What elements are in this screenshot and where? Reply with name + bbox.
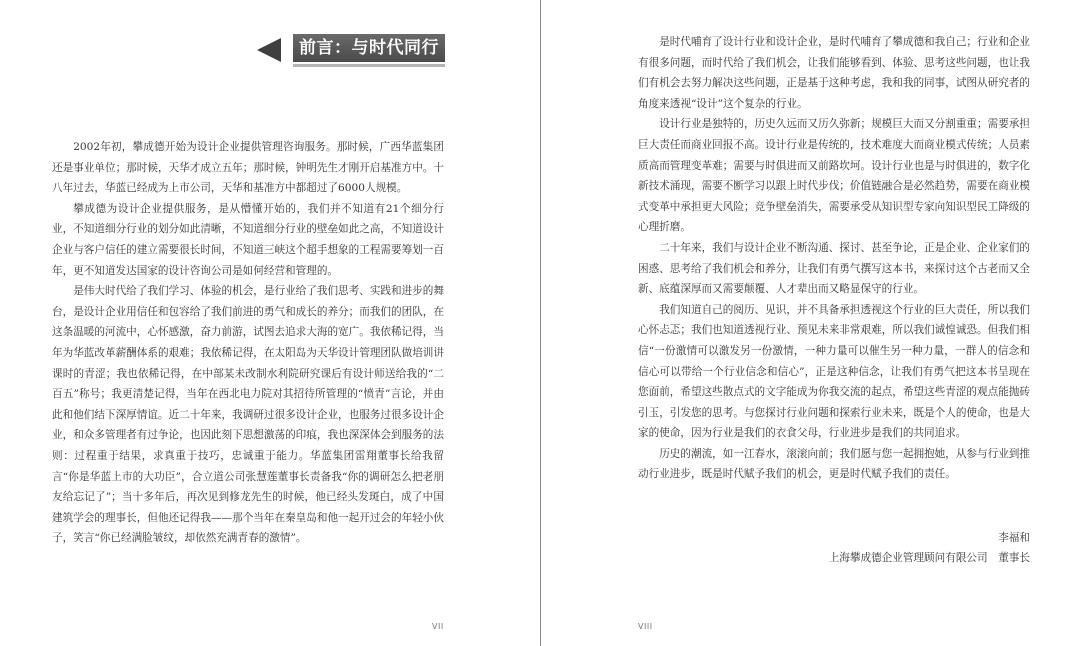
paragraph: 2002年初，攀成德开始为设计企业提供管理咨询服务。那时候，广西华蓝集团还是事业单位；那时候，天华才成立五年；那时候，钟明先生才刚开启基准方中。十八年过去，华蓝已经成为上市公司，天华和基准方中都超过了6000人规模。 bbox=[52, 141, 444, 195]
paragraph: 设计行业是独特的，历史久远而又历久弥新；规模巨大而又分割重重；需要承担巨大责任而商业回报不高。设计行业是传统的，技术难度大而商业模式传统；人员素质高而管理变革难；需要与时俱进而又前路坎坷。设计行业也是与时俱进的，数字化新技术涌现，需要不断学习以跟上时代步伐；价值链融合是必然趋势，需要在商业模式变革中承担更大风险；竞争壁垒消失，需要承受从知识型专家向知识型民工降级的心理折磨。 bbox=[638, 118, 1030, 234]
signature-name: 李福和 bbox=[998, 532, 1030, 544]
page-number: VIII bbox=[638, 622, 653, 631]
page-number: VII bbox=[432, 622, 444, 631]
paragraph: 二十年来，我们与设计企业不断沟通、探讨、甚至争论，正是企业、企业家们的困惑、思考给了我们机会和养分，让我们有勇气撰写这本书，来探讨这个古老而又全新、底蕴深厚而又需要颠覆、人才辈出而又略显保守的行业。 bbox=[638, 241, 1030, 296]
paragraph: 历史的潮流，如一江春水，滚滚向前；我们愿与您一起拥抱她，从参与行业到推动行业进步，既是时代赋予我们的机会，更是时代赋予我们的责任。 bbox=[638, 447, 1030, 481]
paragraph: 是时代哺育了设计行业和设计企业，是时代哺育了攀成德和我自己；行业和企业有很多问题，而时代给了我们机会，让我们能够看到、体验、思考这些问题，也让我们有机会去努力解决这些问题，正是基于这种考虑，我和我的同事，试图从研究者的角度来透视“设计”这个复杂的行业。 bbox=[638, 36, 1030, 110]
left-page bbox=[52, 0, 444, 646]
chapter-title-banner bbox=[257, 34, 495, 68]
arrow-left-icon bbox=[257, 38, 281, 62]
paragraph: 攀成德为设计企业提供服务，是从懵懂开始的，我们并不知道有21个细分行业，不知道细分行业的划分如此清晰，不知道细分行业的壁垒如此之高，不知道设计企业与客户信任的建立需要很长时间，不知道三峡这个超手想象的工程需要筹划一百年，更不知道发达国家的设计咨询公司是如何经营和管理的。 bbox=[52, 202, 444, 277]
left-body-text bbox=[52, 137, 444, 549]
page-gutter bbox=[540, 0, 541, 646]
signature-organization: 上海攀成德企业管理顾问有限公司 董事长 bbox=[828, 552, 1030, 564]
title-underline bbox=[293, 64, 445, 67]
right-body-text bbox=[638, 32, 1030, 485]
right-page bbox=[638, 0, 1030, 646]
paragraph: 我们知道自己的阅历、见识，并不具备承担透视这个行业的巨大责任，所以我们心怀忐忑；我们也知道透视行业、预见未来非常艰难，所以我们诚惶诚恐。但我们相信“一份激情可以激发另一份激情，一种力量可以催生另一种力量，一群人的信念和信心可以带给一个行业信念和信心”，正是这种信念，让我们有勇气把这本书呈现在您面前，希望这些散点式的文字能成为你我交流的起点，希望这些青涩的观点能抛砖引玉，引发您的思考。与您探讨行业问题和探索行业未来，既是个人的使命，也是大家的使命，因为行业是我们的衣食父母，行业进步是我们的共同追求。 bbox=[638, 303, 1030, 440]
chapter-title: 前言：与时代同行 bbox=[293, 34, 445, 62]
paragraph: 是伟大时代给了我们学习、体验的机会，是行业给了我们思考、实践和进步的舞台，是设计企业用信任和包容给了我们前进的勇气和成长的养分；而我们的团队，在这条温暖的河流中，心怀感激，奋力前游，试图去追求大海的宽广。我依稀记得，当年为华蓝改革薪酬体系的艰难；我依稀记得，在太阳岛为天华设计管理团队做培训讲课时的青涩；我也依稀记得，在中部某未改制水利院研究课后有设计师送给我的“二百五”称号；我更清楚记得，当年在西北电力院对其招待所管理的“愤青”言论，并由此和他们结下深厚情谊。近二十年来，我调研过很多设计企业，也服务过很多设计企业，和众多管理者有过争论，也因此刻下思想激荡的印痕，我也深深体会到服务的法则：过程重于结果，求真重于技巧，忠诚重于能力。华蓝集团雷翔董事长给我留言“你是华蓝上市的大功臣”，合立道公司张慧莲董事长责备我“你的调研怎么把老朋友给忘记了”；当十多年后，再次见到修龙先生的时候，他已经头发斑白，成了中国建筑学会的理事长，但他还记得我——那个当年在秦皇岛和他一起开过会的年轻小伙子，笑言“你已经满脸皱纹，却依然充满青春的激情”。 bbox=[52, 285, 444, 545]
